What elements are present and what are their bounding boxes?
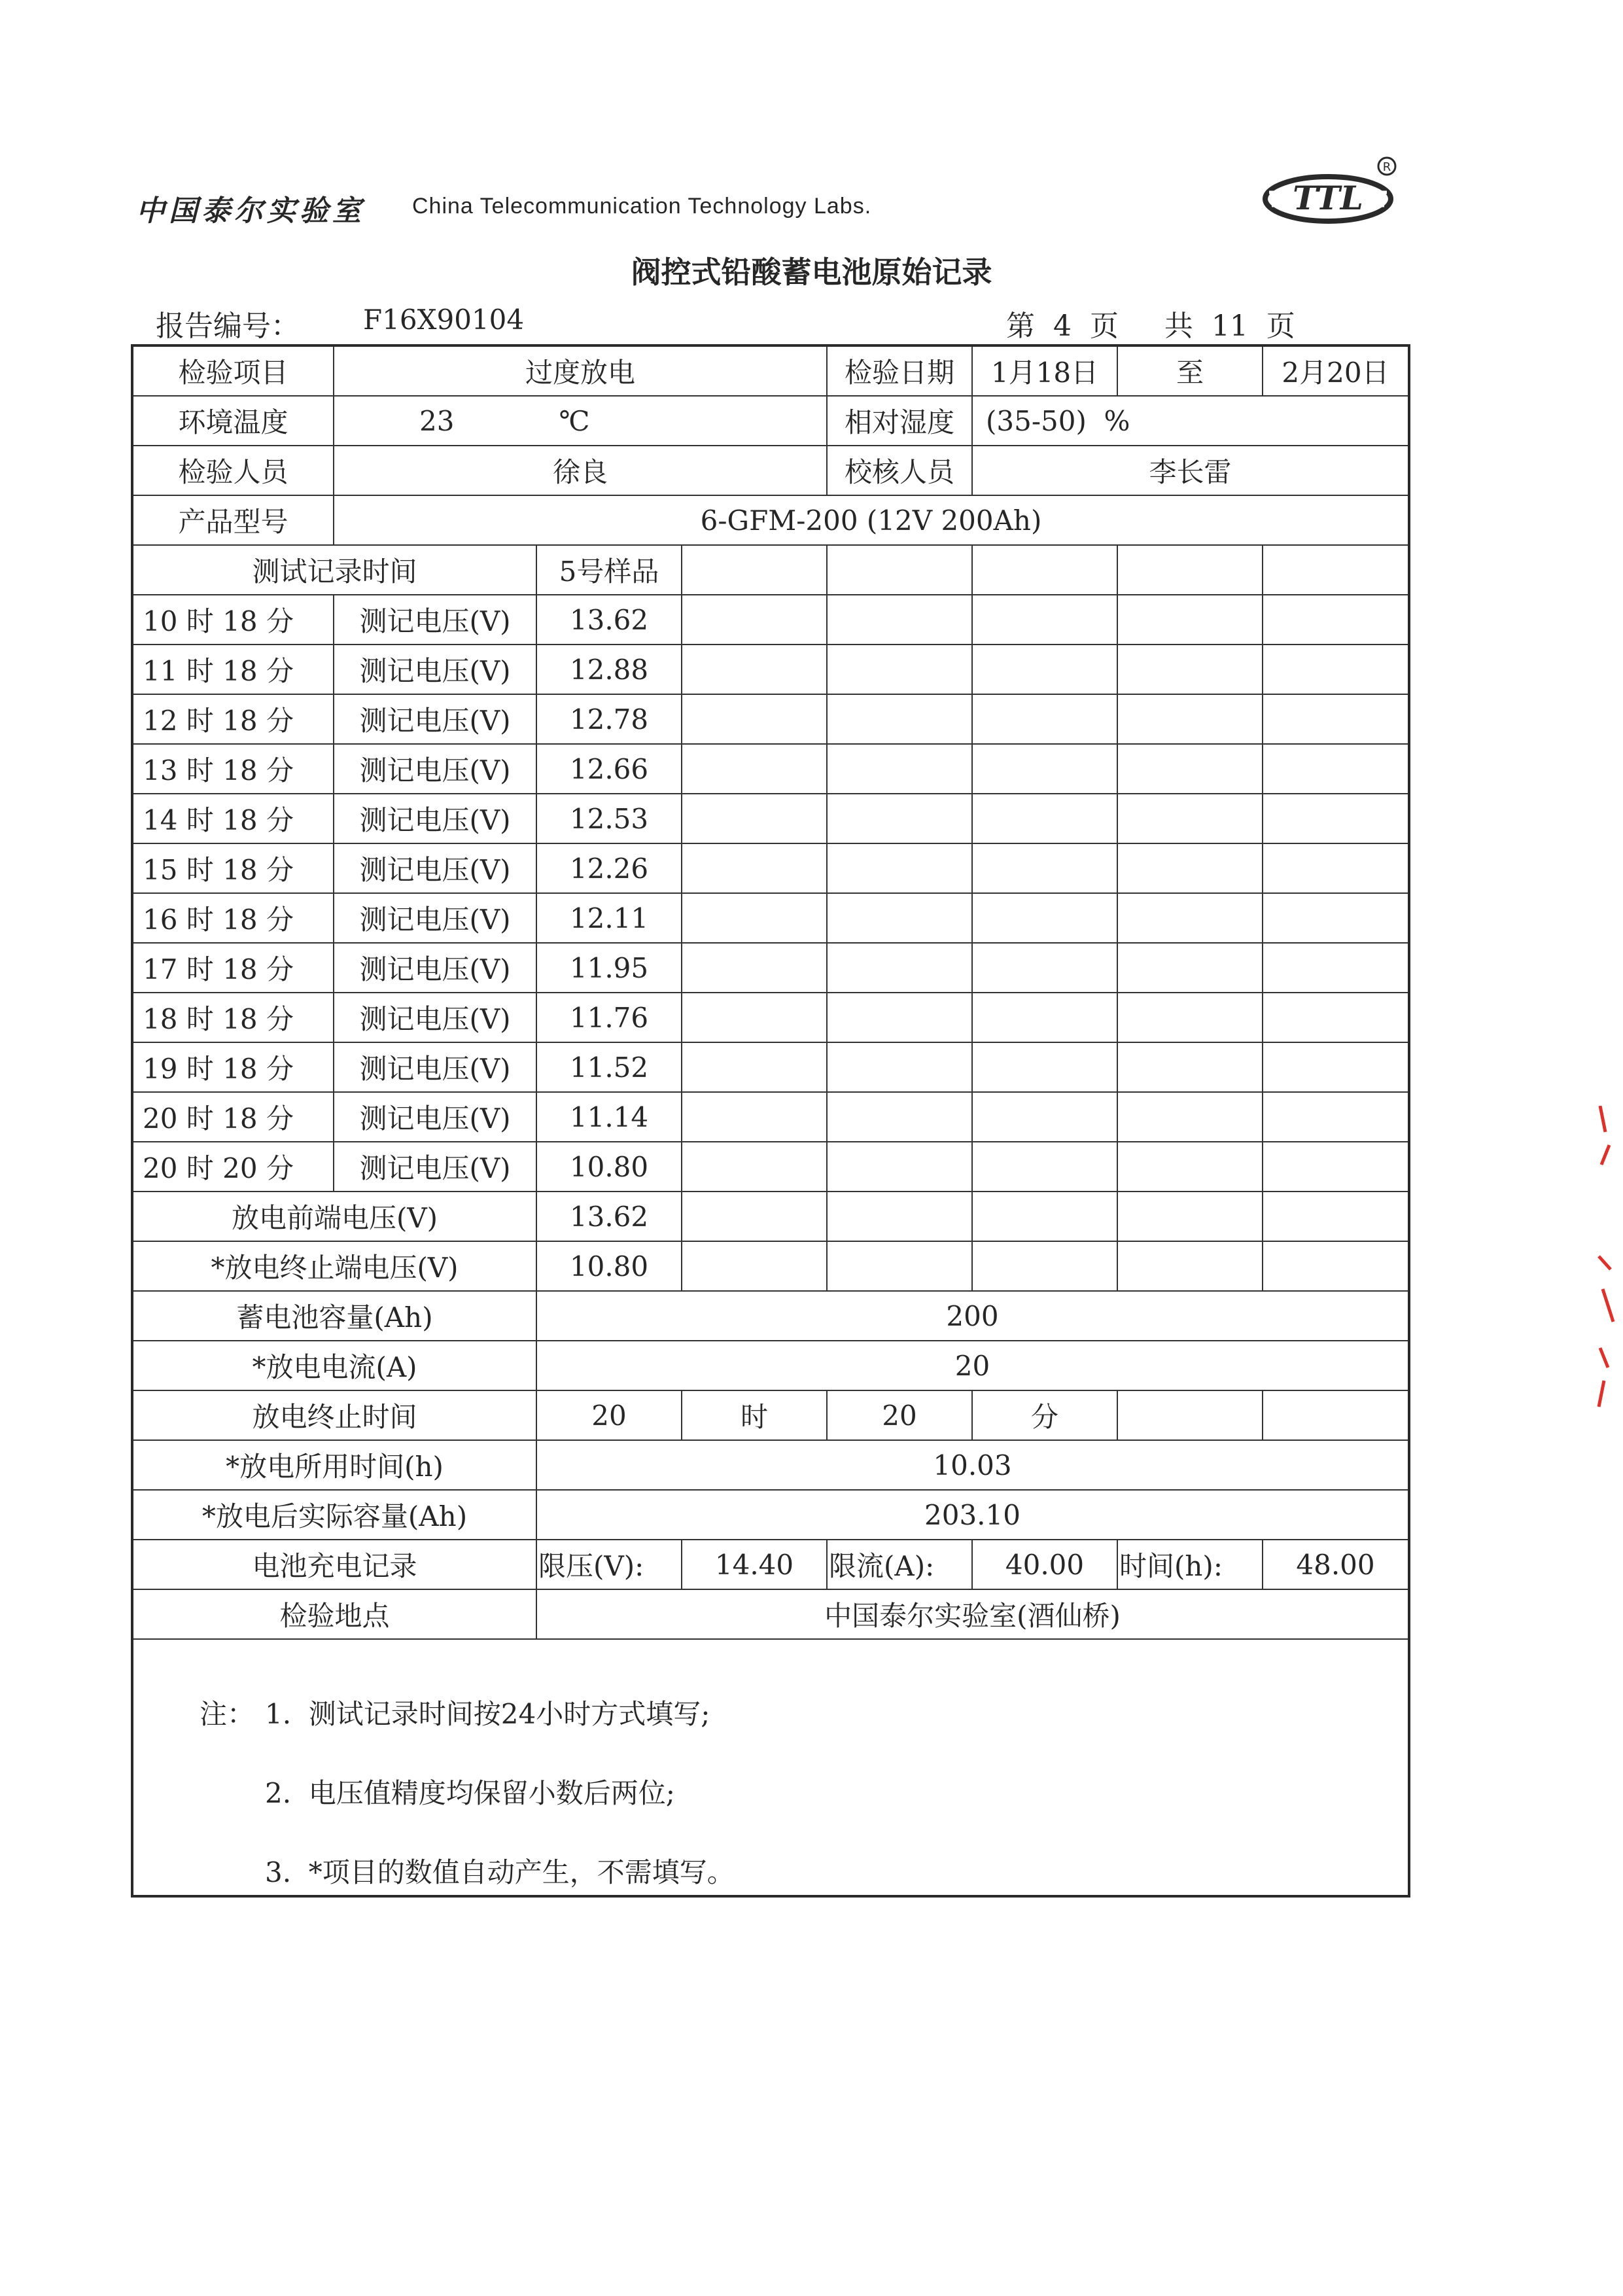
record-voltage: 12.11 xyxy=(536,893,682,943)
record-voltage: 11.95 xyxy=(536,943,682,993)
empty-sample-cell xyxy=(1263,595,1409,645)
record-form-table xyxy=(131,344,1410,1898)
record-measure-label: 测记电压(V) xyxy=(334,645,536,694)
record-measure-label: 测记电压(V) xyxy=(334,943,536,993)
info-row-staff xyxy=(132,446,1409,495)
empty-sample-cell xyxy=(1263,694,1409,744)
charge-current-label: 限流(A): xyxy=(827,1540,972,1589)
empty-sample-cell xyxy=(682,943,827,993)
empty-sample-cell xyxy=(1117,1092,1263,1142)
empty-sample-cell xyxy=(827,843,972,893)
records-header-row xyxy=(132,545,1409,595)
empty-sample-cell xyxy=(972,943,1117,993)
inspector-label: 检验人员 xyxy=(132,446,334,495)
empty-sample-cell xyxy=(1263,1092,1409,1142)
empty-sample-cell xyxy=(682,1042,827,1092)
reviewer-name: 李长雷 xyxy=(972,446,1409,495)
empty-sample-cell xyxy=(827,595,972,645)
model-value: 6-GFM-200 (12V 200Ah) xyxy=(334,495,1409,545)
current-row xyxy=(132,1341,1409,1390)
actual-capacity-value: 203.10 xyxy=(536,1490,1409,1540)
record-voltage: 11.76 xyxy=(536,993,682,1042)
charge-current-value: 40.00 xyxy=(972,1540,1117,1589)
charge-voltage-value: 14.40 xyxy=(682,1540,827,1589)
end-voltage-row xyxy=(132,1241,1409,1291)
record-time: 14 时 18 分 xyxy=(132,794,334,843)
record-row xyxy=(132,595,1409,645)
actual-capacity-label: *放电后实际容量(Ah) xyxy=(132,1490,536,1540)
end-time-row xyxy=(132,1390,1409,1440)
record-measure-label: 测记电压(V) xyxy=(334,595,536,645)
duration-label: *放电所用时间(h) xyxy=(132,1440,536,1490)
empty-sample-cell xyxy=(972,1142,1117,1192)
date-to-label: 至 xyxy=(1117,345,1263,396)
charge-voltage-label: 限压(V): xyxy=(536,1540,682,1589)
record-measure-label: 测记电压(V) xyxy=(334,1092,536,1142)
record-time: 10 时 18 分 xyxy=(132,595,334,645)
humidity-value: (35-50) % xyxy=(972,396,1409,446)
empty-sample-cell xyxy=(972,1042,1117,1092)
reviewer-label: 校核人员 xyxy=(827,446,972,495)
record-row xyxy=(132,645,1409,694)
empty-sample-cell xyxy=(827,943,972,993)
empty-sample-cell xyxy=(827,993,972,1042)
page-indicator: 第 4 页 共 11 页 xyxy=(1006,309,1295,343)
record-time: 11 时 18 分 xyxy=(132,645,334,694)
temp-label: 环境温度 xyxy=(132,396,334,446)
empty-sample-cell xyxy=(827,794,972,843)
empty-sample-cell xyxy=(682,744,827,794)
empty-sample-cell xyxy=(1117,595,1263,645)
start-voltage-label: 放电前端电压(V) xyxy=(132,1192,536,1241)
record-time: 15 时 18 分 xyxy=(132,843,334,893)
empty-sample-cell xyxy=(1263,893,1409,943)
empty-sample-cell xyxy=(827,645,972,694)
hour-unit: 时 xyxy=(682,1390,827,1440)
empty-sample-cell xyxy=(682,893,827,943)
empty-sample-cell xyxy=(682,993,827,1042)
record-voltage: 12.53 xyxy=(536,794,682,843)
seal-stamp-fragment xyxy=(1596,1106,1616,1420)
end-voltage-value: 10.80 xyxy=(536,1241,682,1291)
report-no-label: 报告编号： xyxy=(156,309,300,343)
location-value: 中国泰尔实验室(酒仙桥) xyxy=(536,1589,1409,1639)
empty-sample-cell xyxy=(972,694,1117,744)
report-no: F16X90104 xyxy=(363,304,525,336)
empty-sample-cell xyxy=(972,993,1117,1042)
empty-sample-cell xyxy=(827,1142,972,1192)
empty-sample-cell xyxy=(1117,794,1263,843)
sample-header: 5号样品 xyxy=(536,545,682,595)
empty-sample-cell xyxy=(1117,694,1263,744)
empty-sample-cell xyxy=(972,843,1117,893)
empty-sample-cell xyxy=(1117,843,1263,893)
svg-text:R: R xyxy=(1382,160,1391,174)
record-measure-label: 测记电压(V) xyxy=(334,694,536,744)
date-label: 检验日期 xyxy=(827,345,972,396)
record-voltage: 12.78 xyxy=(536,694,682,744)
record-measure-label: 测记电压(V) xyxy=(334,1042,536,1092)
empty-sample-cell xyxy=(1263,794,1409,843)
current-value: 20 xyxy=(536,1341,1409,1390)
empty-sample-cell xyxy=(1117,943,1263,993)
record-rows xyxy=(132,595,1409,1192)
record-measure-label: 测记电压(V) xyxy=(334,843,536,893)
record-voltage: 11.14 xyxy=(536,1092,682,1142)
empty-sample-cell xyxy=(827,694,972,744)
location-row xyxy=(132,1589,1409,1639)
record-time: 16 时 18 分 xyxy=(132,893,334,943)
capacity-label: 蓄电池容量(Ah) xyxy=(132,1291,536,1341)
temp-unit: ℃ xyxy=(559,404,590,437)
empty-sample-cell xyxy=(1117,1142,1263,1192)
ttl-logo xyxy=(1263,154,1406,233)
end-hour: 20 xyxy=(536,1390,682,1440)
record-time: 19 时 18 分 xyxy=(132,1042,334,1092)
empty-sample-cell xyxy=(1117,645,1263,694)
empty-sample-cell xyxy=(682,1092,827,1142)
current-label: *放电电流(A) xyxy=(132,1341,536,1390)
start-voltage-row xyxy=(132,1192,1409,1241)
record-voltage: 12.88 xyxy=(536,645,682,694)
record-measure-label: 测记电压(V) xyxy=(334,794,536,843)
end-minute: 20 xyxy=(827,1390,972,1440)
record-row xyxy=(132,1142,1409,1192)
info-row-temp xyxy=(132,396,1409,446)
record-time: 17 时 18 分 xyxy=(132,943,334,993)
record-time: 20 时 20 分 xyxy=(132,1142,334,1192)
empty-sample-cell xyxy=(1117,744,1263,794)
empty-sample-cell xyxy=(1263,1142,1409,1192)
record-voltage: 13.62 xyxy=(536,595,682,645)
end-time-label: 放电终止时间 xyxy=(132,1390,536,1440)
record-row xyxy=(132,943,1409,993)
capacity-value: 200 xyxy=(536,1291,1409,1341)
temp-cell xyxy=(334,396,827,446)
duration-value: 10.03 xyxy=(536,1440,1409,1490)
date-to: 2月20日 xyxy=(1263,345,1409,396)
empty-sample-cell xyxy=(1117,1042,1263,1092)
empty-sample-cell xyxy=(827,893,972,943)
lab-name-en: China Telecommunication Technology Labs. xyxy=(412,194,872,219)
empty-sample-cell xyxy=(972,645,1117,694)
time-header: 测试记录时间 xyxy=(132,545,536,595)
inspector-name: 徐良 xyxy=(334,446,827,495)
item-value: 过度放电 xyxy=(334,345,827,396)
humidity-label: 相对湿度 xyxy=(827,396,972,446)
empty-sample-cell xyxy=(1117,993,1263,1042)
record-time: 20 时 18 分 xyxy=(132,1092,334,1142)
record-row xyxy=(132,694,1409,744)
empty-sample-cell xyxy=(682,694,827,744)
empty-sample-cell xyxy=(1263,943,1409,993)
record-measure-label: 测记电压(V) xyxy=(334,893,536,943)
charge-label: 电池充电记录 xyxy=(132,1540,536,1589)
info-row-model xyxy=(132,495,1409,545)
record-measure-label: 测记电压(V) xyxy=(334,1142,536,1192)
logo-text: TTL xyxy=(1293,179,1363,217)
empty-sample-cell xyxy=(682,843,827,893)
empty-sample-cell xyxy=(682,645,827,694)
empty-sample-cell xyxy=(972,595,1117,645)
start-voltage-value: 13.62 xyxy=(536,1192,682,1241)
info-row-item xyxy=(132,345,1409,396)
duration-row xyxy=(132,1440,1409,1490)
note-item: 2. 电压值精度均保留小数后两位; xyxy=(265,1777,675,1809)
record-row xyxy=(132,1092,1409,1142)
empty-sample-cell xyxy=(972,744,1117,794)
item-label: 检验项目 xyxy=(132,345,334,396)
notes-prefix: 注： xyxy=(200,1698,255,1730)
record-voltage: 12.66 xyxy=(536,744,682,794)
charge-row xyxy=(132,1540,1409,1589)
note-item: 1. 测试记录时间按24小时方式填写; xyxy=(265,1698,710,1730)
record-time: 18 时 18 分 xyxy=(132,993,334,1042)
record-voltage: 12.26 xyxy=(536,843,682,893)
record-row xyxy=(132,893,1409,943)
empty-sample-cell xyxy=(827,744,972,794)
empty-sample-cell xyxy=(827,1092,972,1142)
empty-sample-cell xyxy=(972,1092,1117,1142)
lab-name-cn: 中国泰尔实验室 xyxy=(136,194,365,228)
record-row xyxy=(132,1042,1409,1092)
charge-time-value: 48.00 xyxy=(1263,1540,1409,1589)
empty-sample-cell xyxy=(1263,843,1409,893)
record-time: 12 时 18 分 xyxy=(132,694,334,744)
empty-sample-cell xyxy=(1263,1042,1409,1092)
empty-sample-cell xyxy=(972,893,1117,943)
empty-sample-cell xyxy=(682,1142,827,1192)
model-label: 产品型号 xyxy=(132,495,334,545)
empty-sample-cell xyxy=(827,1042,972,1092)
record-row xyxy=(132,794,1409,843)
empty-sample-cell xyxy=(682,595,827,645)
note-item: 3. *项目的数值自动产生，不需填写。 xyxy=(265,1856,735,1888)
document-title: 阀控式铅酸蓄电池原始记录 xyxy=(631,255,992,290)
record-row xyxy=(132,843,1409,893)
empty-sample-cell xyxy=(1263,645,1409,694)
record-measure-label: 测记电压(V) xyxy=(334,993,536,1042)
minute-unit: 分 xyxy=(972,1390,1117,1440)
record-voltage: 11.52 xyxy=(536,1042,682,1092)
end-voltage-label: *放电终止端电压(V) xyxy=(132,1241,536,1291)
empty-sample-cell xyxy=(1263,744,1409,794)
location-label: 检验地点 xyxy=(132,1589,536,1639)
date-from: 1月18日 xyxy=(972,345,1117,396)
temp-value: 23 xyxy=(419,404,455,437)
capacity-row xyxy=(132,1291,1409,1341)
actual-capacity-row xyxy=(132,1490,1409,1540)
record-voltage: 10.80 xyxy=(536,1142,682,1192)
record-row xyxy=(132,744,1409,794)
empty-sample-cell xyxy=(972,794,1117,843)
empty-sample-cell xyxy=(1117,893,1263,943)
charge-time-label: 时间(h): xyxy=(1117,1540,1263,1589)
record-time: 13 时 18 分 xyxy=(132,744,334,794)
record-row xyxy=(132,993,1409,1042)
record-measure-label: 测记电压(V) xyxy=(334,744,536,794)
empty-sample-cell xyxy=(682,794,827,843)
empty-sample-cell xyxy=(1263,993,1409,1042)
